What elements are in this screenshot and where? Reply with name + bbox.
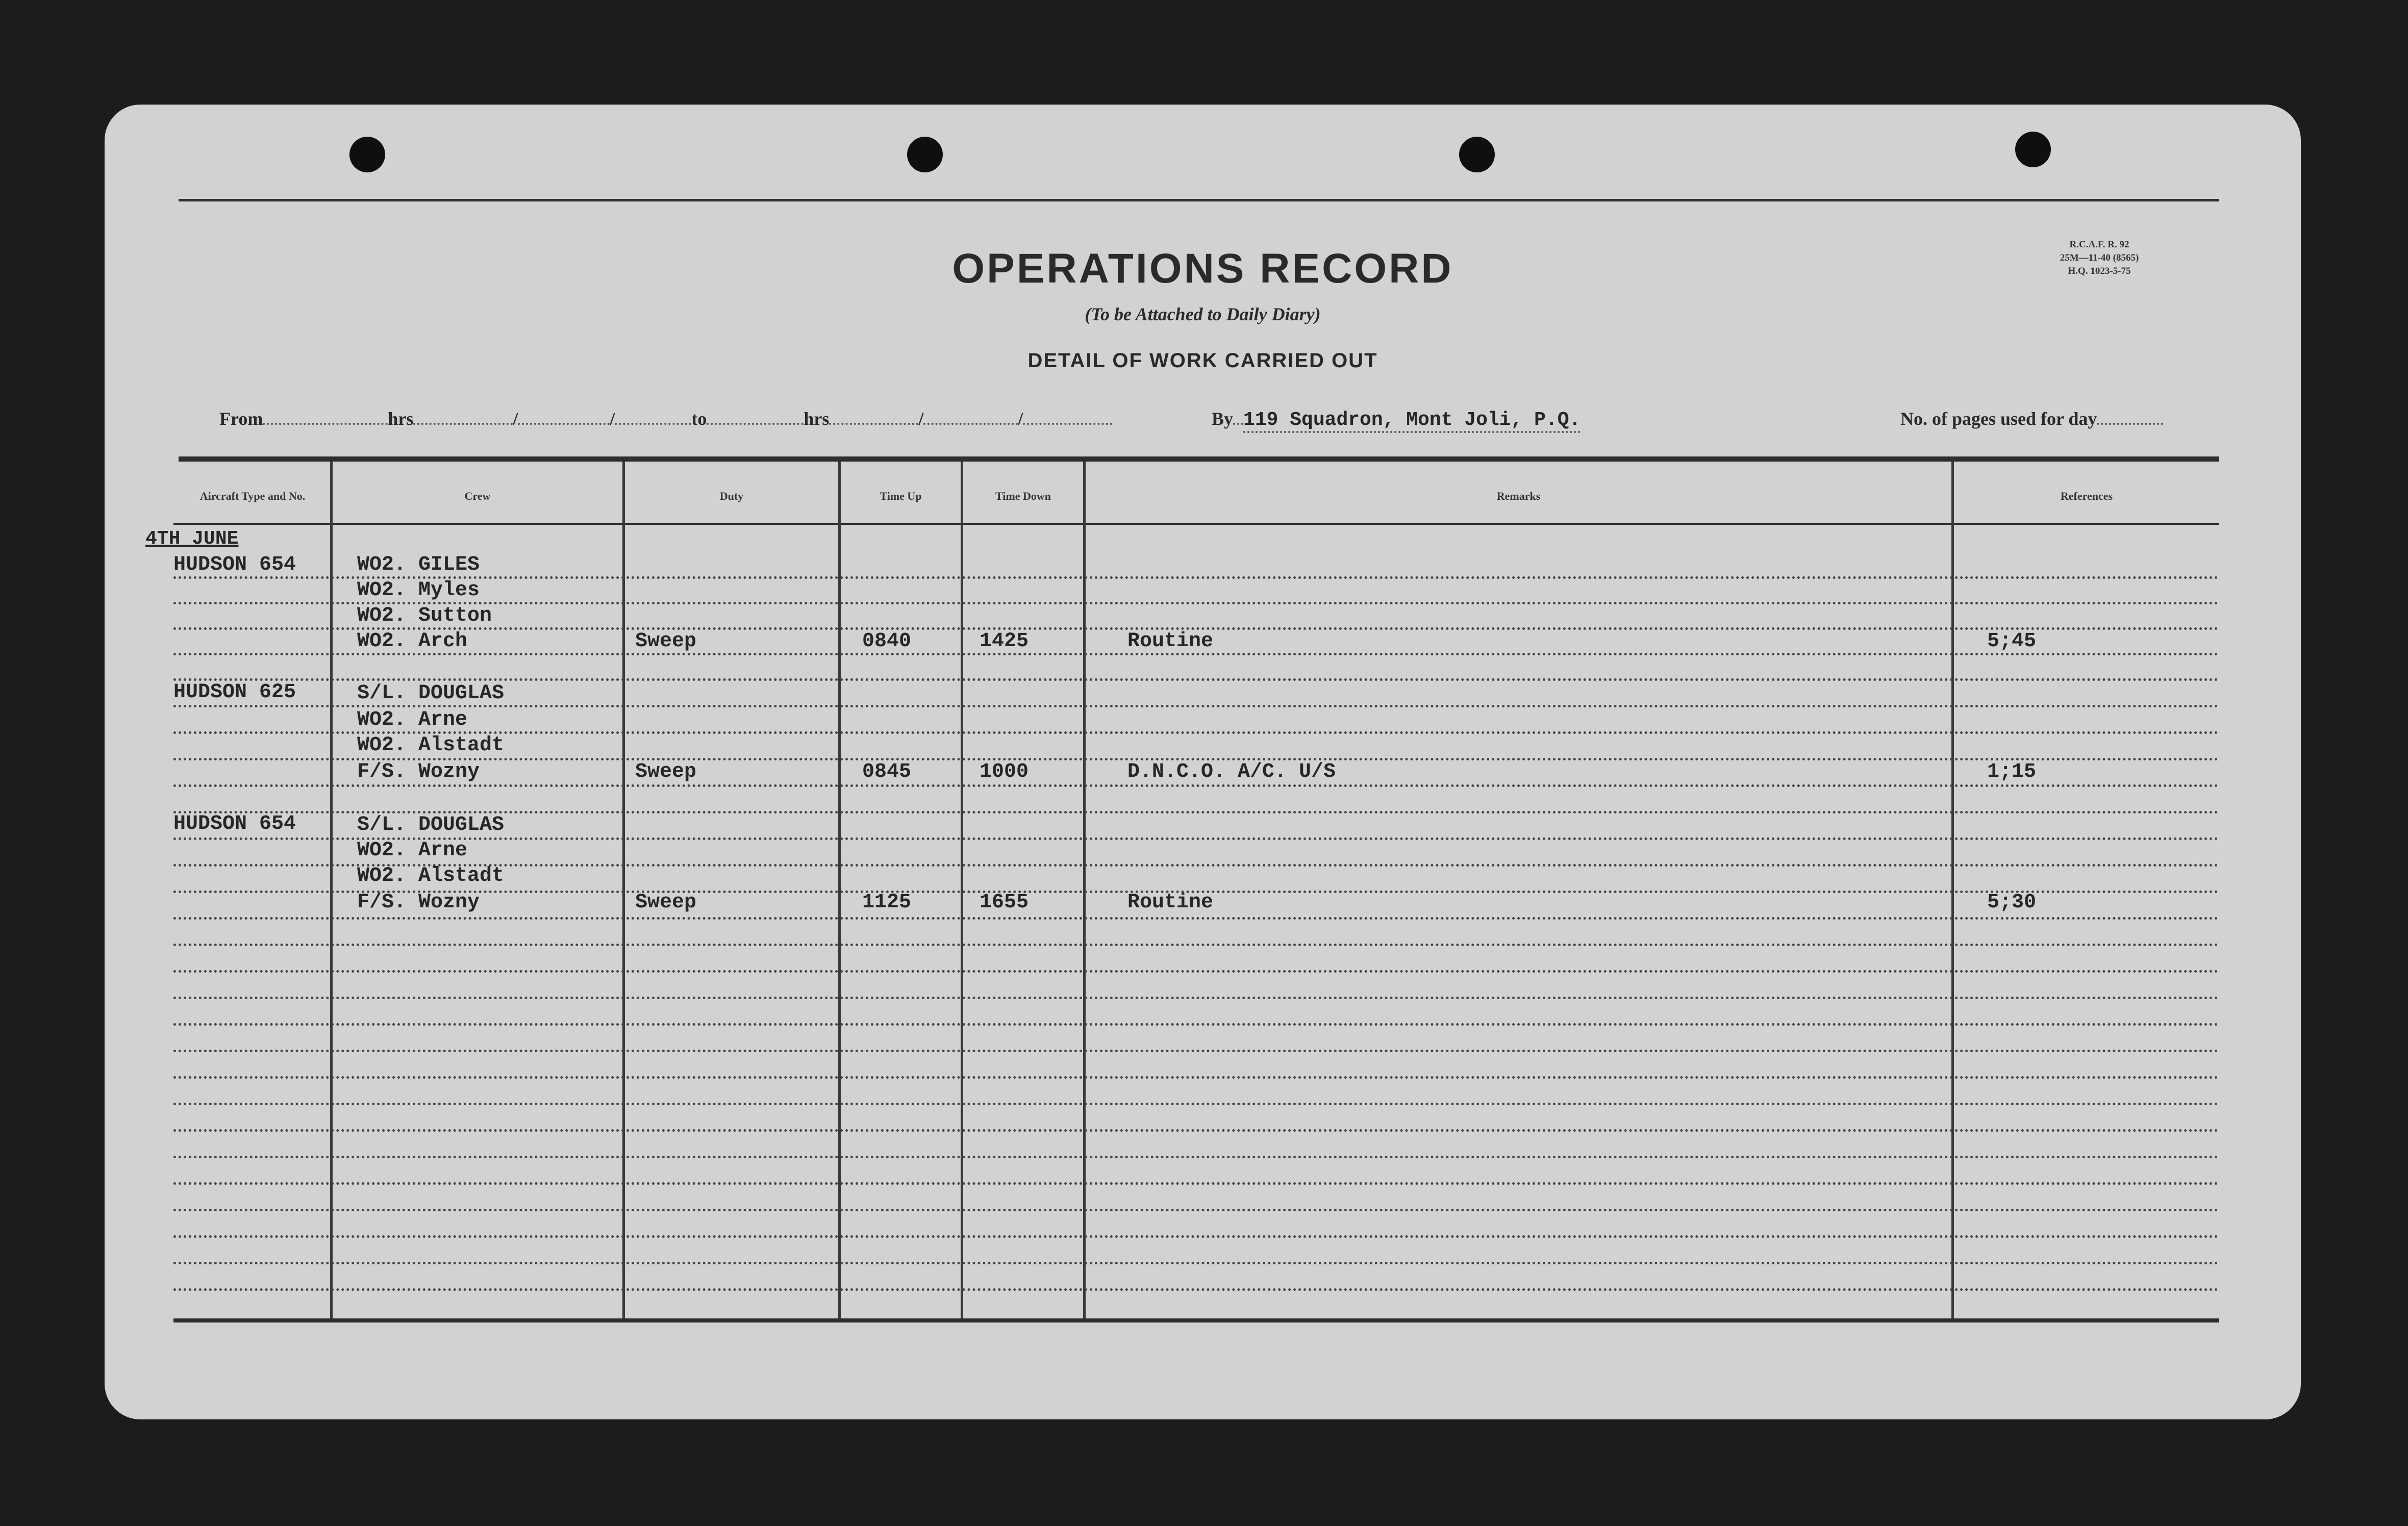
- remarks-cell: D.N.C.O. A/C. U/S: [1127, 760, 1336, 783]
- remarks-cell: Routine: [1127, 891, 1214, 914]
- operations-record-card: [105, 105, 2301, 1419]
- hrs-label: hrs: [804, 409, 830, 429]
- reference-cell: 5;45: [1987, 630, 2037, 653]
- aircraft-cell: HUDSON 625: [173, 681, 296, 704]
- time-up-cell: 0845: [862, 760, 912, 783]
- table-bottom-rule: [173, 1318, 2219, 1322]
- aircraft-cell: HUDSON 654: [173, 812, 296, 835]
- ruled-lines: [173, 105, 2219, 1318]
- column-header-references: References: [2060, 490, 2113, 502]
- reference-cell: 1;15: [1987, 760, 2037, 783]
- column-header-crew: Crew: [464, 490, 491, 502]
- crew-member: WO2. Myles: [357, 579, 480, 602]
- slash: /: [1018, 409, 1023, 429]
- form-code-line: H.Q. 1023-5-75: [2068, 266, 2131, 276]
- crew-member: F/S. Wozny: [357, 891, 480, 914]
- crew-member: WO2. Alstadt: [357, 734, 505, 757]
- column-header-aircraft: Aircraft Type and No.: [199, 490, 306, 502]
- remarks-cell: Routine: [1127, 630, 1214, 653]
- time-up-cell: 1125: [862, 891, 912, 914]
- duty-cell: Sweep: [635, 760, 697, 783]
- crew-member: WO2. Arne: [357, 839, 468, 862]
- time-down-cell: 1425: [980, 630, 1029, 653]
- form-code-line: 25M—11-40 (8565): [2060, 252, 2139, 263]
- squadron-value: 119 Squadron, Mont Joli, P.Q.: [1243, 409, 1581, 433]
- column-header-remarks: Remarks: [1496, 490, 1541, 502]
- crew-member: S/L. DOUGLAS: [357, 682, 505, 705]
- column-header-time-down: Time Down: [995, 490, 1051, 502]
- column-header-duty: Duty: [719, 490, 744, 502]
- crew-member: WO2. Alstadt: [357, 864, 505, 887]
- crew-member: WO2. Sutton: [357, 604, 492, 627]
- crew-member: WO2. Arch: [357, 630, 468, 653]
- slash: /: [918, 409, 924, 429]
- form-heading: DETAIL OF WORK CARRIED OUT: [1027, 349, 1378, 372]
- time-down-cell: 1655: [980, 891, 1029, 914]
- time-down-cell: 1000: [980, 760, 1029, 783]
- crew-member: WO2. GILES: [357, 553, 480, 576]
- crew-member: S/L. DOUGLAS: [357, 813, 505, 836]
- crew-member: F/S. Wozny: [357, 760, 480, 783]
- slash: /: [610, 409, 615, 429]
- form-title: OPERATIONS RECORD: [952, 245, 1453, 292]
- duty-cell: Sweep: [635, 630, 697, 653]
- duty-cell: Sweep: [635, 891, 697, 914]
- time-up-cell: 0840: [862, 630, 912, 653]
- from-label: From: [219, 409, 263, 429]
- date-heading: 4TH JUNE: [145, 528, 239, 550]
- by-label: By: [1212, 409, 1234, 429]
- slash: /: [513, 409, 518, 429]
- hrs-label: hrs: [388, 409, 414, 429]
- pages-label: No. of pages used for day: [1900, 409, 2097, 429]
- column-header-time-up: Time Up: [880, 490, 922, 502]
- form-subtitle: (To be Attached to Daily Diary): [1085, 304, 1321, 324]
- form-code-line: R.C.A.F. R. 92: [2069, 239, 2129, 250]
- reference-cell: 5;30: [1987, 891, 2037, 914]
- crew-member: WO2. Arne: [357, 708, 468, 731]
- to-label: to: [691, 409, 707, 429]
- aircraft-cell: HUDSON 654: [173, 553, 296, 576]
